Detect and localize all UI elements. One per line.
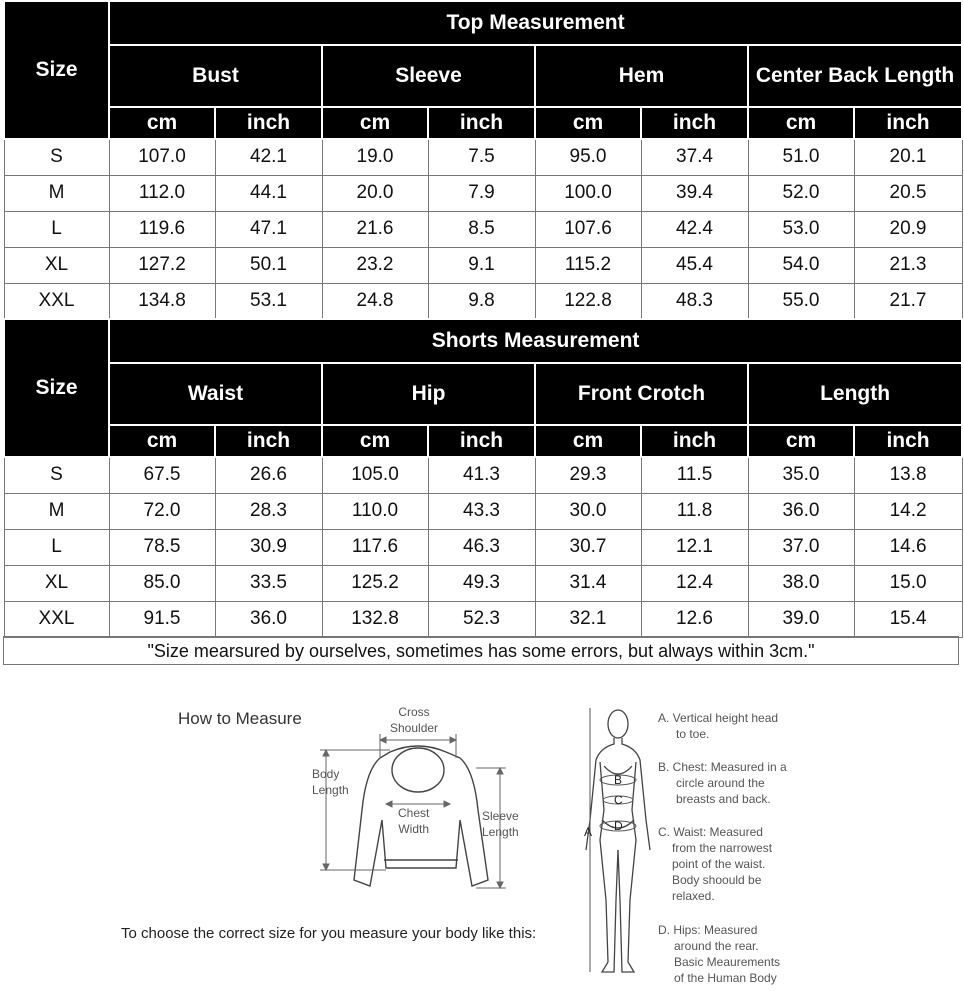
column-group-header: Length xyxy=(748,363,962,425)
table-row xyxy=(4,139,962,175)
measurement-cell: 20.9 xyxy=(854,211,962,247)
measurement-cell: 33.5 xyxy=(215,565,322,601)
measurement-cell: 15.4 xyxy=(854,601,962,637)
unit-header: cm xyxy=(535,107,641,139)
measurement-cell: 95.0 xyxy=(535,139,641,175)
measurement-cell: 105.0 xyxy=(322,457,428,493)
table-row xyxy=(4,283,962,319)
measurement-cell: 19.0 xyxy=(322,139,428,175)
measurement-cell: 100.0 xyxy=(535,175,641,211)
measurement-cell: 41.3 xyxy=(428,457,535,493)
measurement-cell: 37.4 xyxy=(641,139,748,175)
unit-header: inch xyxy=(428,107,535,139)
measure-instructions: To choose the correct size for you measure your body like this: xyxy=(121,925,537,942)
measurement-cell: 67.5 xyxy=(109,457,215,493)
top-measurement-table xyxy=(3,0,963,320)
measurement-cell: 42.1 xyxy=(215,139,322,175)
table-row xyxy=(4,211,962,247)
measurement-cell: 85.0 xyxy=(109,565,215,601)
unit-header: cm xyxy=(748,425,854,457)
unit-header: cm xyxy=(535,425,641,457)
measurement-cell: 26.6 xyxy=(215,457,322,493)
measurement-cell: 132.8 xyxy=(322,601,428,637)
measurement-cell: 115.2 xyxy=(535,247,641,283)
table-title: Shorts Measurement xyxy=(109,319,962,363)
measurement-cell: 7.5 xyxy=(428,139,535,175)
table-row xyxy=(4,565,962,601)
size-cell: XXL xyxy=(4,601,109,637)
human-body-icon xyxy=(586,710,650,972)
measurement-cell: 14.2 xyxy=(854,493,962,529)
size-cell: S xyxy=(4,139,109,175)
measurement-cell: 46.3 xyxy=(428,529,535,565)
column-group-header: Center Back Length xyxy=(748,45,962,107)
measurement-cell: 21.3 xyxy=(854,247,962,283)
table-row xyxy=(4,247,962,283)
unit-header: inch xyxy=(641,425,748,457)
measurement-cell: 9.8 xyxy=(428,283,535,319)
measurement-cell: 7.9 xyxy=(428,175,535,211)
measurement-cell: 24.8 xyxy=(322,283,428,319)
shorts-measurement-table xyxy=(3,318,963,638)
measurement-cell: 28.3 xyxy=(215,493,322,529)
unit-header: cm xyxy=(748,107,854,139)
measurement-cell: 52.0 xyxy=(748,175,854,211)
measurement-cell: 30.9 xyxy=(215,529,322,565)
measurement-cell: 42.4 xyxy=(641,211,748,247)
measurement-cell: 36.0 xyxy=(215,601,322,637)
marker-b: B xyxy=(614,773,623,787)
size-header: Size xyxy=(4,319,109,457)
size-header: Size xyxy=(4,1,109,139)
measurement-disclaimer: "Size mearsured by ourselves, sometimes has some errors, but always within 3cm." xyxy=(3,636,959,665)
size-cell: S xyxy=(4,457,109,493)
measurement-cell: 110.0 xyxy=(322,493,428,529)
body-figure-diagram xyxy=(570,700,660,980)
size-cell: XL xyxy=(4,247,109,283)
measurement-cell: 72.0 xyxy=(109,493,215,529)
measurement-cell: 119.6 xyxy=(109,211,215,247)
size-cell: M xyxy=(4,175,109,211)
measurement-cell: 122.8 xyxy=(535,283,641,319)
measurement-cell: 20.1 xyxy=(854,139,962,175)
shorts-table-body xyxy=(4,457,962,637)
measurement-cell: 21.6 xyxy=(322,211,428,247)
marker-c: C xyxy=(614,793,623,807)
measurement-cell: 53.1 xyxy=(215,283,322,319)
measurement-cell: 117.6 xyxy=(322,529,428,565)
note-c-waist: C. Waist: Measured from the narrowest point of the waist. Body shoould be relaxed. xyxy=(658,825,773,903)
cross-shoulder-label: Cross Shoulder xyxy=(390,705,439,735)
unit-header: inch xyxy=(215,107,322,139)
measurement-cell: 9.1 xyxy=(428,247,535,283)
measurement-cell: 31.4 xyxy=(535,565,641,601)
marker-d: D xyxy=(614,819,623,833)
measurement-cell: 12.1 xyxy=(641,529,748,565)
measurement-cell: 13.8 xyxy=(854,457,962,493)
note-b-chest: B. Chest: Measured in a circle around the breasts and back. xyxy=(658,760,787,806)
measurement-cell: 8.5 xyxy=(428,211,535,247)
measurement-cell: 30.0 xyxy=(535,493,641,529)
measurement-cell: 134.8 xyxy=(109,283,215,319)
top-table-body xyxy=(4,139,962,319)
measurement-cell: 78.5 xyxy=(109,529,215,565)
size-cell: M xyxy=(4,493,109,529)
measurement-cell: 38.0 xyxy=(748,565,854,601)
measurement-cell: 21.7 xyxy=(854,283,962,319)
unit-header: inch xyxy=(215,425,322,457)
measurement-cell: 51.0 xyxy=(748,139,854,175)
column-group-header: Sleeve xyxy=(322,45,535,107)
measurement-cell: 127.2 xyxy=(109,247,215,283)
unit-header: inch xyxy=(854,107,962,139)
measurement-cell: 12.4 xyxy=(641,565,748,601)
size-cell: L xyxy=(4,211,109,247)
measurement-cell: 112.0 xyxy=(109,175,215,211)
measurement-cell: 29.3 xyxy=(535,457,641,493)
measurement-cell: 15.0 xyxy=(854,565,962,601)
size-cell: XL xyxy=(4,565,109,601)
table-row xyxy=(4,457,962,493)
column-group-header: Hip xyxy=(322,363,535,425)
measurement-cell: 39.0 xyxy=(748,601,854,637)
measurement-cell: 20.5 xyxy=(854,175,962,211)
column-group-header: Front Crotch xyxy=(535,363,748,425)
unit-header: cm xyxy=(109,425,215,457)
measurement-cell: 53.0 xyxy=(748,211,854,247)
measurement-cell: 12.6 xyxy=(641,601,748,637)
measurement-cell: 35.0 xyxy=(748,457,854,493)
table-title: Top Measurement xyxy=(109,1,962,45)
unit-header: inch xyxy=(641,107,748,139)
measurement-cell: 30.7 xyxy=(535,529,641,565)
measurement-cell: 49.3 xyxy=(428,565,535,601)
unit-header: inch xyxy=(854,425,962,457)
measurement-cell: 14.6 xyxy=(854,529,962,565)
marker-a: A xyxy=(584,825,593,839)
note-d-hips: D. Hips: Measured around the rear. Basic Meaurements of the Human Body xyxy=(658,923,781,985)
measurement-cell: 44.1 xyxy=(215,175,322,211)
unit-header: inch xyxy=(428,425,535,457)
measurement-cell: 11.8 xyxy=(641,493,748,529)
measurement-cell: 55.0 xyxy=(748,283,854,319)
measurement-cell: 107.6 xyxy=(535,211,641,247)
measurement-cell: 36.0 xyxy=(748,493,854,529)
measurement-cell: 54.0 xyxy=(748,247,854,283)
body-length-label: Body Length xyxy=(312,767,349,797)
table-row xyxy=(4,175,962,211)
note-a-height: A. Vertical height head to toe. xyxy=(658,711,779,741)
column-group-header: Hem xyxy=(535,45,748,107)
measurement-cell: 52.3 xyxy=(428,601,535,637)
measurement-cell: 43.3 xyxy=(428,493,535,529)
measurement-cell: 50.1 xyxy=(215,247,322,283)
table-row xyxy=(4,601,962,637)
measurement-cell: 37.0 xyxy=(748,529,854,565)
unit-header: cm xyxy=(109,107,215,139)
measurement-cell: 107.0 xyxy=(109,139,215,175)
measurement-cell: 45.4 xyxy=(641,247,748,283)
measurement-cell: 48.3 xyxy=(641,283,748,319)
measurement-cell: 125.2 xyxy=(322,565,428,601)
chest-width-label: Chest Width xyxy=(398,806,430,836)
sleeve-length-label: Sleeve Length xyxy=(482,809,519,839)
measurement-cell: 32.1 xyxy=(535,601,641,637)
measurement-cell: 39.4 xyxy=(641,175,748,211)
unit-header: cm xyxy=(322,107,428,139)
how-to-measure-title: How to Measure xyxy=(178,709,302,728)
column-group-header: Bust xyxy=(109,45,322,107)
size-cell: XXL xyxy=(4,283,109,319)
size-cell: L xyxy=(4,529,109,565)
unit-header: cm xyxy=(322,425,428,457)
measurement-cell: 23.2 xyxy=(322,247,428,283)
measurement-cell: 11.5 xyxy=(641,457,748,493)
table-row xyxy=(4,529,962,565)
measurement-cell: 47.1 xyxy=(215,211,322,247)
measurement-cell: 20.0 xyxy=(322,175,428,211)
table-row xyxy=(4,493,962,529)
measurement-cell: 91.5 xyxy=(109,601,215,637)
column-group-header: Waist xyxy=(109,363,322,425)
